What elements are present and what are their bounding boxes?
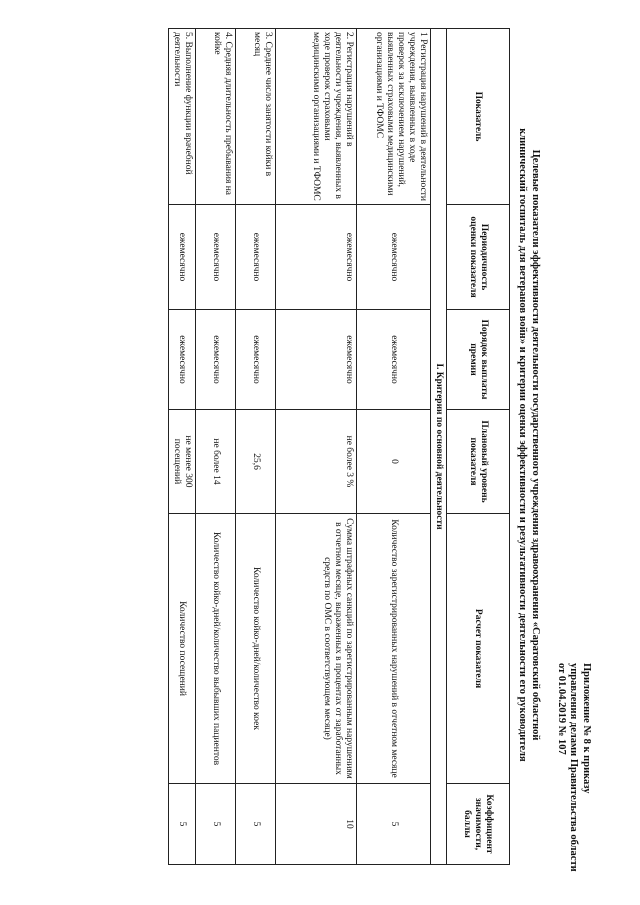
cell-coefficient: 5 (196, 784, 236, 865)
cell-indicator: 3. Среднее число занятости койки в месяц (236, 29, 276, 205)
cell-planned: не более 3 % (276, 410, 357, 514)
cell-payment: ежемесячно (357, 310, 431, 410)
cell-planned: 25,6 (236, 410, 276, 514)
appendix-line: управления делами Правительства области (568, 663, 580, 872)
cell-coefficient: 5 (236, 784, 276, 865)
criteria-table (168, 28, 510, 865)
cell-calculation: Количество койко-дней/количество выбывших пациентов (196, 514, 236, 784)
table-row (169, 29, 196, 865)
cell-planned: не более 14 (196, 410, 236, 514)
cell-periodicity: ежемесячно (196, 205, 236, 310)
cell-periodicity: ежемесячно (236, 205, 276, 310)
cell-indicator: 4. Средняя длительность пребывания на койке (196, 29, 236, 205)
header-payment: Порядок выплаты премии (447, 310, 510, 410)
document-title (516, 30, 542, 860)
cell-payment: ежемесячно (276, 310, 357, 410)
title-line: Целевые показатели эффективности деятельности государственного учреждения здравоохранения «Саратовский областной (530, 149, 541, 741)
cell-planned: 0 (357, 410, 431, 514)
cell-indicator: 1 Регистрация нарушений в деятельности учреждения, выявленных в ходе проверок за исключением нарушений, выявленных страховыми медицинскими организациями и ТФОМС (357, 29, 431, 205)
table-row (276, 29, 357, 865)
table-row (196, 29, 236, 865)
title-line: клинический госпиталь для ветеранов войн» и критерии оценки эффективности и результативности деятельности его руководителя (517, 128, 528, 762)
cell-calculation: Количество посещений (169, 514, 196, 784)
table-row (357, 29, 431, 865)
appendix-line: от 01.04.2019 № 107 (556, 663, 567, 755)
header-indicator: Показатель (447, 29, 510, 205)
cell-periodicity: ежемесячно (357, 205, 431, 310)
cell-payment: ежемесячно (169, 310, 196, 410)
appendix-block (555, 663, 593, 872)
cell-coefficient: 5 (357, 784, 431, 865)
cell-payment: ежемесячно (196, 310, 236, 410)
header-periodicity: Периодичность оценки показателя (447, 205, 510, 310)
cell-payment: ежемесячно (236, 310, 276, 410)
appendix-line: Приложение № 8 к приказу (581, 663, 592, 794)
cell-calculation: Количество койко-дней/количество коек (236, 514, 276, 784)
cell-coefficient: 10 (276, 784, 357, 865)
section-row (431, 29, 447, 865)
cell-coefficient: 5 (169, 784, 196, 865)
cell-indicator: 2. Регистрация нарушений в деятельности учреждения, выявленных в ходе проверок страховыми медицинскими организациями и ТФОМС (276, 29, 357, 205)
header-planned: Плановый уровень показателя (447, 410, 510, 514)
header-coefficient: Коэффициент значимости, баллы (447, 784, 510, 865)
cell-planned: не менее 300 посещений (169, 410, 196, 514)
header-calculation: Расчет показателя (447, 514, 510, 784)
table-row (236, 29, 276, 865)
cell-indicator: 5. Выполнение функции врачебной деятельности (169, 29, 196, 205)
cell-periodicity: ежемесячно (276, 205, 357, 310)
cell-periodicity: ежемесячно (169, 205, 196, 310)
table-header-row (447, 29, 510, 865)
cell-calculation: Сумма штрафных санкций по зарегистрированным нарушениям в отчетном месяце, выраженных в процентах от заработанных средств по ОМС в соответствующем месяце) (276, 514, 357, 784)
cell-calculation: Количество зарегистрированных нарушений в отчетном месяце (357, 514, 431, 784)
section-title: I. Критерии по основной деятельности (431, 29, 447, 865)
